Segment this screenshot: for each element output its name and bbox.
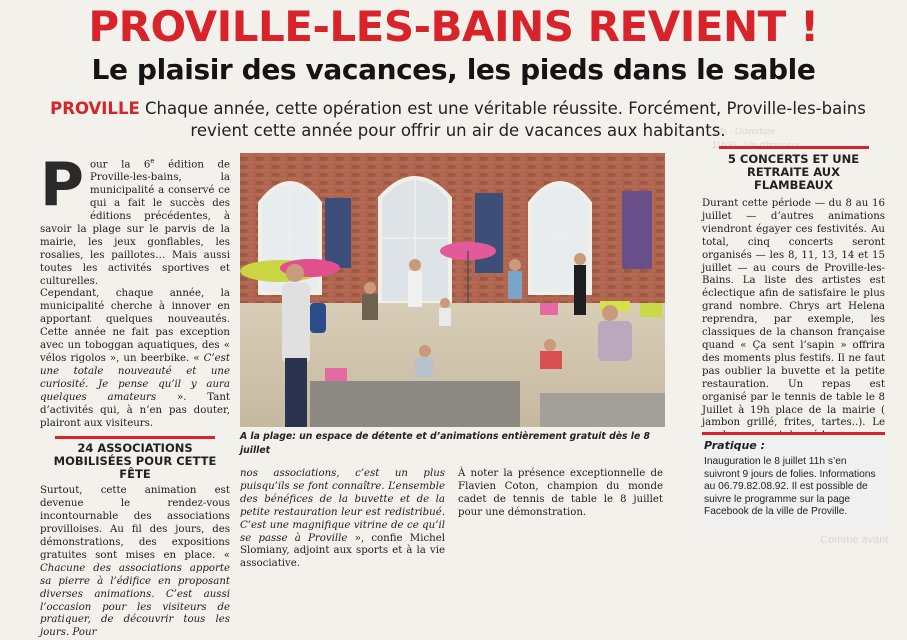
- paragraph-text: », confie Michel Slomiany, adjoint aux sports et à la vie associative.: [240, 532, 446, 570]
- quote: C’est une totale nouveauté et une curiosité. Je pense qu’il y aura quelques amateurs: [40, 352, 230, 403]
- info-box-text: Inauguration le 8 juillet 11h s’en suivront 9 jours de folies. Informations au 06.79.82.08.92. Il est possible de suivre le programme sur la page Facebook de la ville de Proville.: [704, 456, 876, 518]
- paragraph-text: Surtout, cette animation est devenue le rendez-vous incontournable des associations provilloises. Au fil des jours, des démonstrations, des expositions gratuites sont mises en place. «: [40, 485, 230, 561]
- superscript: e: [150, 157, 155, 165]
- info-box-title: Pratique :: [704, 439, 765, 452]
- beach-photo: [240, 153, 665, 427]
- paragraph: [40, 288, 230, 430]
- quote: nos associations, c’est un plus puisqu’ils se font connaître. L’ensemble des bénéfices de la buvette et de la petite restauration leur est redistribué. C’est une magnifique vitrine de ce qu’il se passe à Proville: [240, 468, 445, 544]
- paragraph-text: édition de Proville-les-bains, la municipalité a conservé ce qui a fait le succès des éditions précédentes, à savoir la plage sur le parvis de la mairie, les jeux gonflables, les rosalies, les paillotes… Mais aussi toutes les activités sportives et culturelles.: [40, 159, 230, 287]
- article-column-1: [40, 150, 230, 640]
- kicker: PROVILLE: [50, 99, 140, 118]
- photo-caption: A la plage: un espace de détente et d’animations entièrement gratuit dès le 8 juillet: [240, 431, 650, 456]
- paragraph-text: our la 6: [89, 159, 151, 171]
- info-box: [702, 432, 885, 530]
- article-column-2: [240, 468, 445, 571]
- bleed-through-text: 10h · Ouverture: [712, 126, 776, 136]
- section-subhead: 24 ASSOCIATIONS MOBILISÉES POUR CETTE FÊTE: [53, 441, 217, 482]
- paragraph-text: Cependant, chaque année, la municipalité cherche à innover en apportant quelques nouveautés. Cette année ne fait pas exception avec un toboggan aquatiques, des « vélos rigolos », un beerbike. «: [40, 288, 230, 364]
- headline: PROVILLE-LES-BAINS REVIENT !: [88, 2, 819, 51]
- paragraph: [40, 485, 230, 640]
- paragraph: À noter la présence exceptionnelle de Flavien Coton, champion du monde cadet de tennis de table le 8 juillet pour une démonstration.: [458, 468, 663, 518]
- paragraph: Durant cette période — du 8 au 16 juillet — d’autres animations viendront égayer ces festivités. Au total, cinq concerts seront organisés — les 8, 11, 13, 14 et 15 juillet — au cours de Proville-les-Bains. La liste des artistes est éclectique afin de satisfaire le plus grand nombre. Chrys art Helena reprendra, par exemple, les classiques de la chanson française quand « Ça sent l’sapin » offrira des moments plus festifs. Il ne faut pas oublier la buvette et la petite restauration. Un repas est organisé par le tennis de table le 8 Juillet à 19h place de la mairie ( jambon grillé, frites, tartes..). Le: [702, 198, 885, 429]
- dropcap: P: [40, 150, 84, 220]
- quote: Chacune des associations apporte sa pierre à l’édifice en proposant diverses animations. C’est aussi l’occasion pour les visiteurs de pratiquer, de découvrir tous les jours. Pour: [40, 562, 230, 639]
- beach-photo-illustration: [240, 153, 665, 427]
- paragraph: [240, 468, 445, 571]
- bleed-through-text: Comme avant: [820, 534, 889, 546]
- article-column-4: [702, 146, 885, 443]
- standfirst-text: Chaque année, cette opération est une véritable réussite. Forcément, Proville-les-bains revient cette année pour offrir un air de vacances aux habitants.: [139, 99, 866, 140]
- article-column-3: [458, 468, 663, 520]
- bleed-through-text: 11h30 · Vin d'honneur: [712, 140, 800, 150]
- section-subhead: 5 CONCERTS ET UNE RETRAITE AUX FLAMBEAUX: [727, 152, 860, 192]
- standfirst: [38, 98, 878, 142]
- section-rule: [719, 146, 869, 149]
- paragraph-text: ». Tant d’activités qui, à n’en pas douter, plairont aux visiteurs.: [40, 391, 230, 429]
- subheadline: Le plaisir des vacances, les pieds dans le sable: [91, 53, 816, 86]
